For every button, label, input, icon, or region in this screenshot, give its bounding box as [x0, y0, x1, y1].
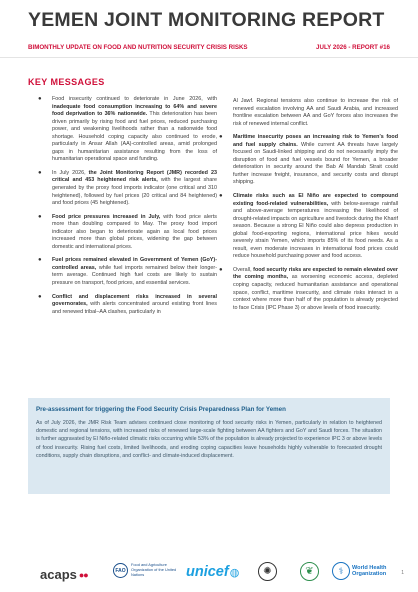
list-item [38, 169, 217, 208]
list-item [219, 134, 399, 187]
list-item [38, 96, 218, 164]
bullet-icon: ● [219, 193, 223, 200]
list-item [38, 213, 217, 252]
item-text: with below-average rainfall and above-average temperatures increasing the likelihood of drought-related impacts on agriculture and livestock during the Kharif season. Because a strong El Niño could also depress production in global food-exporting regions, international price hikes would severely strain Yemen, which imports 85% of its food needs. As a result, even moderate increases in international food prices could reduce household purchasing power and food access. [233, 200, 398, 260]
who-name-line2: Organization [352, 571, 387, 577]
unicef-wordmark: unicef [186, 564, 229, 580]
bullet-icon: ● [38, 169, 42, 176]
report-subtitle: BIMONTHLY UPDATE ON FOOD AND NUTRITION SECURITY CRISIS RISKS [28, 44, 248, 51]
item-text: Food insecurity continued to deteriorate in June 2026, with [52, 96, 217, 102]
item-emphasis: Climate risks such as El Niño are expected to compound existing food-related vulnerabilities, [233, 193, 398, 207]
bullet-icon: ● [38, 213, 42, 220]
page-number: 1 [401, 570, 404, 576]
fao-logo [113, 563, 183, 578]
preassessment-callout [28, 398, 390, 494]
key-messages-left-column [38, 96, 218, 322]
list-item [38, 293, 217, 317]
unicef-logo [186, 564, 239, 580]
bullet-icon: ● [38, 293, 42, 300]
acaps-logo [40, 567, 88, 582]
callout-body: As of July 2026, the JMR Risk Team advises continued close monitoring of food security risks in Yemen, particularly in relation to heightened domestic and regional tensions, with increased risks of renewed large-scale fighting between AA fighters and GoY and Saudi forces. The situation is further aggravated by El Niño-related climatic risks occurring while 53% of the population is already projected to experience IPC 3 or above levels of food insecurity. Rising fuel costs, limited livelihoods, and eroding coping capacities leave households highly vulnerable to forecasted drought conditions, supply chain disruptions, and conflict- and climate-induced displacement. [36, 420, 382, 459]
list-item [38, 257, 217, 287]
emblem-icon: ✺ [258, 562, 277, 581]
list-item-continuation [233, 98, 398, 128]
who-name-line1: World Health [352, 564, 387, 571]
item-emphasis: the Joint Monitoring Report (JMR) recorded 23 critical and 453 heightened risk alerts, [52, 169, 217, 184]
partner-logos-footer [0, 555, 418, 592]
item-emphasis: Food price pressures increased in July, [52, 213, 161, 220]
key-messages-left-list [38, 96, 218, 316]
item-text: This deterioration has been driven primarily by rising food and fuel prices, reduced purchasing power, and weakening livelihoods rather than a nationwide food shortage. Household coping capacity also continued to erode, particularly in Ansar Allah (AA)-controlled areas, amid prolonged gaps in humanitarian assistance resulting from the loss of humanitarian operational space and funding. [52, 111, 218, 163]
item-emphasis: Fuel prices remained elevated in Government of Yemen (GoY)-controlled areas, [52, 257, 217, 271]
item-emphasis: Maritime insecurity poses an increasing risk to Yemen's food and fuel supply chains. [233, 134, 398, 148]
item-text: while fuel imports remained below their longer-term average. Continued high fuel costs are likely to sustain pressure on transport, food prices, and essential services. [52, 264, 217, 287]
continuation-text: Al Jawf. Regional tensions also continue to increase the risk of renewed escalation involving AA and Saudi Arabia, and increased frontline escalation between AA and GoY forces also increases the risk of renewed internal conflict. [233, 98, 398, 127]
report-header [0, 0, 418, 58]
key-messages-heading: KEY MESSAGES [28, 77, 105, 87]
item-emphasis: Conflict and displacement risks increased in several governorates, [52, 293, 217, 308]
bullet-icon: ● [38, 257, 42, 264]
item-text: Overall, [233, 266, 254, 273]
who-emblem-icon: ⚕ [332, 562, 350, 580]
acaps-wordmark: acaps [40, 567, 77, 582]
bullet-icon: ● [219, 266, 223, 273]
item-text: with alerts concentrated around existing front lines and renewed tribal–AA clashes, particularly in [52, 301, 217, 315]
key-messages-right-column [219, 98, 399, 318]
globe-icon: ◍ [229, 566, 240, 579]
item-text: with food price alerts more than doubling compared to May. The proxy food import indicator also began to deteriorate again as local food prices increased more than global prices, widening the gap between domestic and international prices. [52, 213, 217, 250]
bullet-icon: ● [219, 134, 223, 141]
item-text: with the largest share generated by the proxy food imports indicator (one critical and 310 heightened), followed by fuel prices (20 critical and 84 heightened) and food prices (45 heightened). [52, 177, 217, 207]
item-text: as worsening economic access, depleted coping capacity, reduced humanitarian assistance and operational space, conflict, maritime insecurity, and climate risks interact in a context where more than half of the population is already projected to face Crisis (IPC Phase 3) or above levels of food insecurity. [233, 274, 398, 311]
who-name [352, 565, 386, 578]
list-item [219, 266, 398, 312]
who-logo [332, 562, 386, 580]
key-messages-right-list [219, 98, 399, 312]
item-text: In July 2026, [52, 169, 89, 176]
item-emphasis: inadequate food consumption increasing to 64% and severe food deprivation to 36% nationwide. [52, 103, 217, 118]
item-emphasis: food security risks are expected to remain elevated over the coming months, [233, 266, 398, 281]
item-text: While current AA threats have largely focused on Saudi-linked shipping and do not necessarily imply the disruption of food and fuel vessels bound for Yemen, a broader deterioration in security around the Bab Al Mandab Strait could further increase freight, insurance, and security costs and disrupt shipping. [233, 141, 399, 186]
report-title: YEMEN JOINT MONITORING REPORT [28, 9, 385, 31]
list-item [219, 193, 398, 261]
callout-title: Pre-assessment for triggering the Food Security Crisis Preparedness Plan for Yemen [36, 406, 286, 413]
acaps-dots-icon: ●● [78, 569, 88, 580]
wfp-emblem-icon: ❦ [300, 562, 319, 581]
report-dateline: JULY 2026 - REPORT #16 [316, 44, 390, 51]
fao-name: Food and Agriculture Organization of the United Nations [131, 562, 177, 577]
fao-emblem-icon: FAO [113, 563, 128, 578]
bullet-icon: ● [38, 96, 42, 102]
